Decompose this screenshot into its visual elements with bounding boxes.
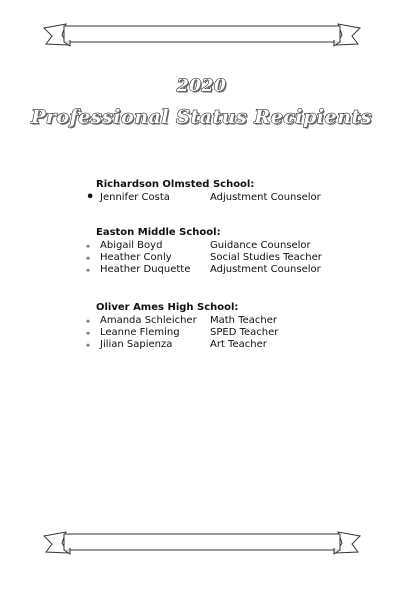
recipient-role: Adjustment Counselor [210, 192, 321, 203]
bullet-icon: ⁎ [86, 241, 90, 250]
bullet-icon: ⁎ [86, 265, 90, 274]
bullet-icon: • [86, 190, 95, 205]
section-oliver-ames-high [86, 301, 386, 351]
recipient-name: Abigail Boyd [100, 240, 163, 251]
recipient-role: Adjustment Counselor [210, 264, 321, 275]
bullet-icon: ⁎ [86, 328, 90, 337]
bullet-icon: ⁎ [86, 316, 90, 325]
bullet-icon: ⁎ [86, 253, 90, 262]
recipient-name: Jilian Sapienza [100, 339, 173, 350]
list-item [86, 192, 386, 204]
scroll-banner-top [40, 20, 364, 50]
recipient-role: SPED Teacher [210, 327, 279, 338]
recipient-role: Math Teacher [210, 315, 277, 326]
title-year: 2020 [176, 76, 227, 96]
recipient-name: Heather Duquette [100, 264, 191, 275]
bullet-icon: ⁎ [86, 340, 90, 349]
list-item [86, 339, 386, 351]
section-heading: Easton Middle School: [96, 227, 221, 238]
recipient-name: Leanne Fleming [100, 327, 180, 338]
recipient-name: Amanda Schleicher [100, 315, 197, 326]
scroll-banner-bottom [40, 528, 364, 558]
list-item [86, 240, 386, 252]
recipient-role: Social Studies Teacher [210, 252, 322, 263]
section-richardson-olmsted [86, 178, 386, 204]
recipient-role: Guidance Counselor [210, 240, 311, 251]
list-item [86, 252, 386, 264]
list-item [86, 264, 386, 276]
recipient-name: Jennifer Costa [100, 192, 170, 203]
list-item [86, 315, 386, 327]
section-easton-middle [86, 226, 386, 276]
list-item [86, 327, 386, 339]
recipient-name: Heather Conly [100, 252, 172, 263]
title-main: Professional Status Recipients [31, 106, 372, 128]
recipient-role: Art Teacher [210, 339, 267, 350]
section-heading: Oliver Ames High School: [96, 302, 239, 313]
section-heading: Richardson Olmsted School: [96, 179, 255, 190]
